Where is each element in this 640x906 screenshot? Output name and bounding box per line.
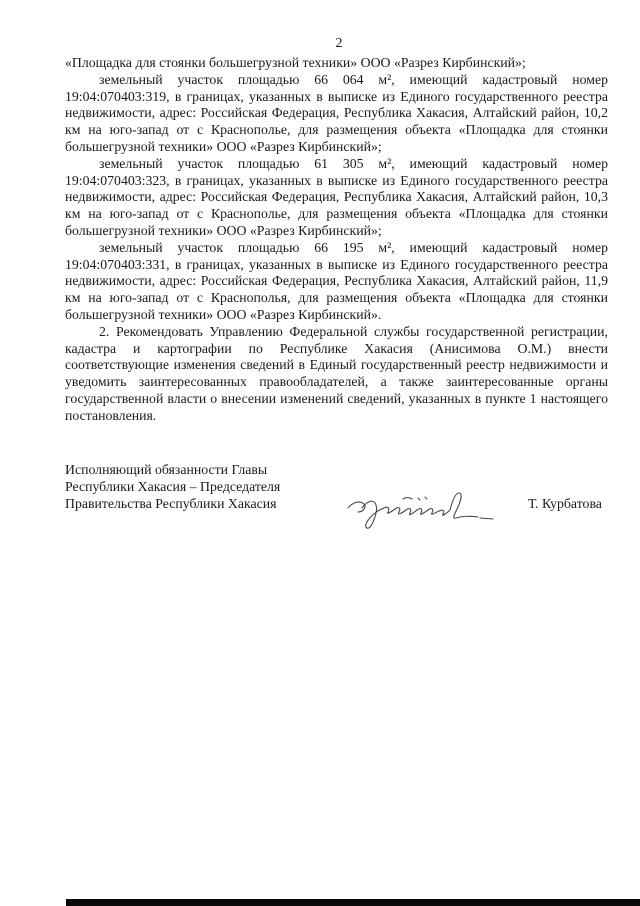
document-body — [65, 55, 608, 425]
paragraph-parcel-323: земельный участок площадью 61 305 м², имеющий кадастровый номер 19:04:070403:323, в границах, указанных в выписке из Единого государственного реестра недвижимости, адрес: Российская Федерация, Республика Хакасия, Алтайский район, 10,3 км на юго-запад от с Краснополье, для размещения объекта «Площадка для стоянки большегрузной техники» ООО «Разрез Кирбинский»; — [65, 155, 608, 238]
signatory-title-line: Правительства Республики Хакасия — [65, 495, 277, 511]
paragraph-point-2: 2. Рекомендовать Управлению Федеральной службы государственной регистрации, кадастра и картографии по Республике Хакасия (Анисимова О.М.) внести соответствующие изменения сведений в Единый государственный реестр недвижимости и уведомить заинтересованных правообладателей, а также заинтересованные органы государственной власти о внесении изменений сведений, указанных в пункте 1 настоящего постановления. — [65, 323, 608, 423]
handwritten-signature-icon — [346, 486, 498, 530]
signatory-name: Т. Курбатова — [528, 496, 602, 511]
scan-artifact-bar — [66, 899, 640, 906]
paragraph-continuation: «Площадка для стоянки большегрузной техники» ООО «Разрез Кирбинский»; — [65, 55, 526, 70]
signatory-title-line: Исполняющий обязанности Главы — [65, 462, 268, 477]
paragraph-parcel-331: земельный участок площадью 66 195 м², имеющий кадастровый номер 19:04:070403:331, в границах, указанных в выписке из Единого государственного реестра недвижимости, адрес: Российская Федерация, Республика Хакасия, Алтайский район, 11,9 км на юго-запад от с Краснополья, для размещения объекта «Площадка для стоянки большегрузной техники» ООО «Разрез Кирбинский». — [65, 239, 608, 322]
signatory-title-block — [65, 462, 365, 512]
signatory-title-line: Республики Хакасия – Председателя — [65, 478, 281, 494]
paragraph-parcel-319: земельный участок площадью 66 064 м², имеющий кадастровый номер 19:04:070403:319, в границах, указанных в выписке из Единого государственного реестра недвижимости, адрес: Российская Федерация, Республика Хакасия, Алтайский район, 10,2 км на юго-запад от с Краснополье, для размещения объекта «Площадка для стоянки большегрузной техники» ООО «Разрез Кирбинский»; — [65, 71, 608, 154]
page-number: 2 — [335, 36, 343, 51]
